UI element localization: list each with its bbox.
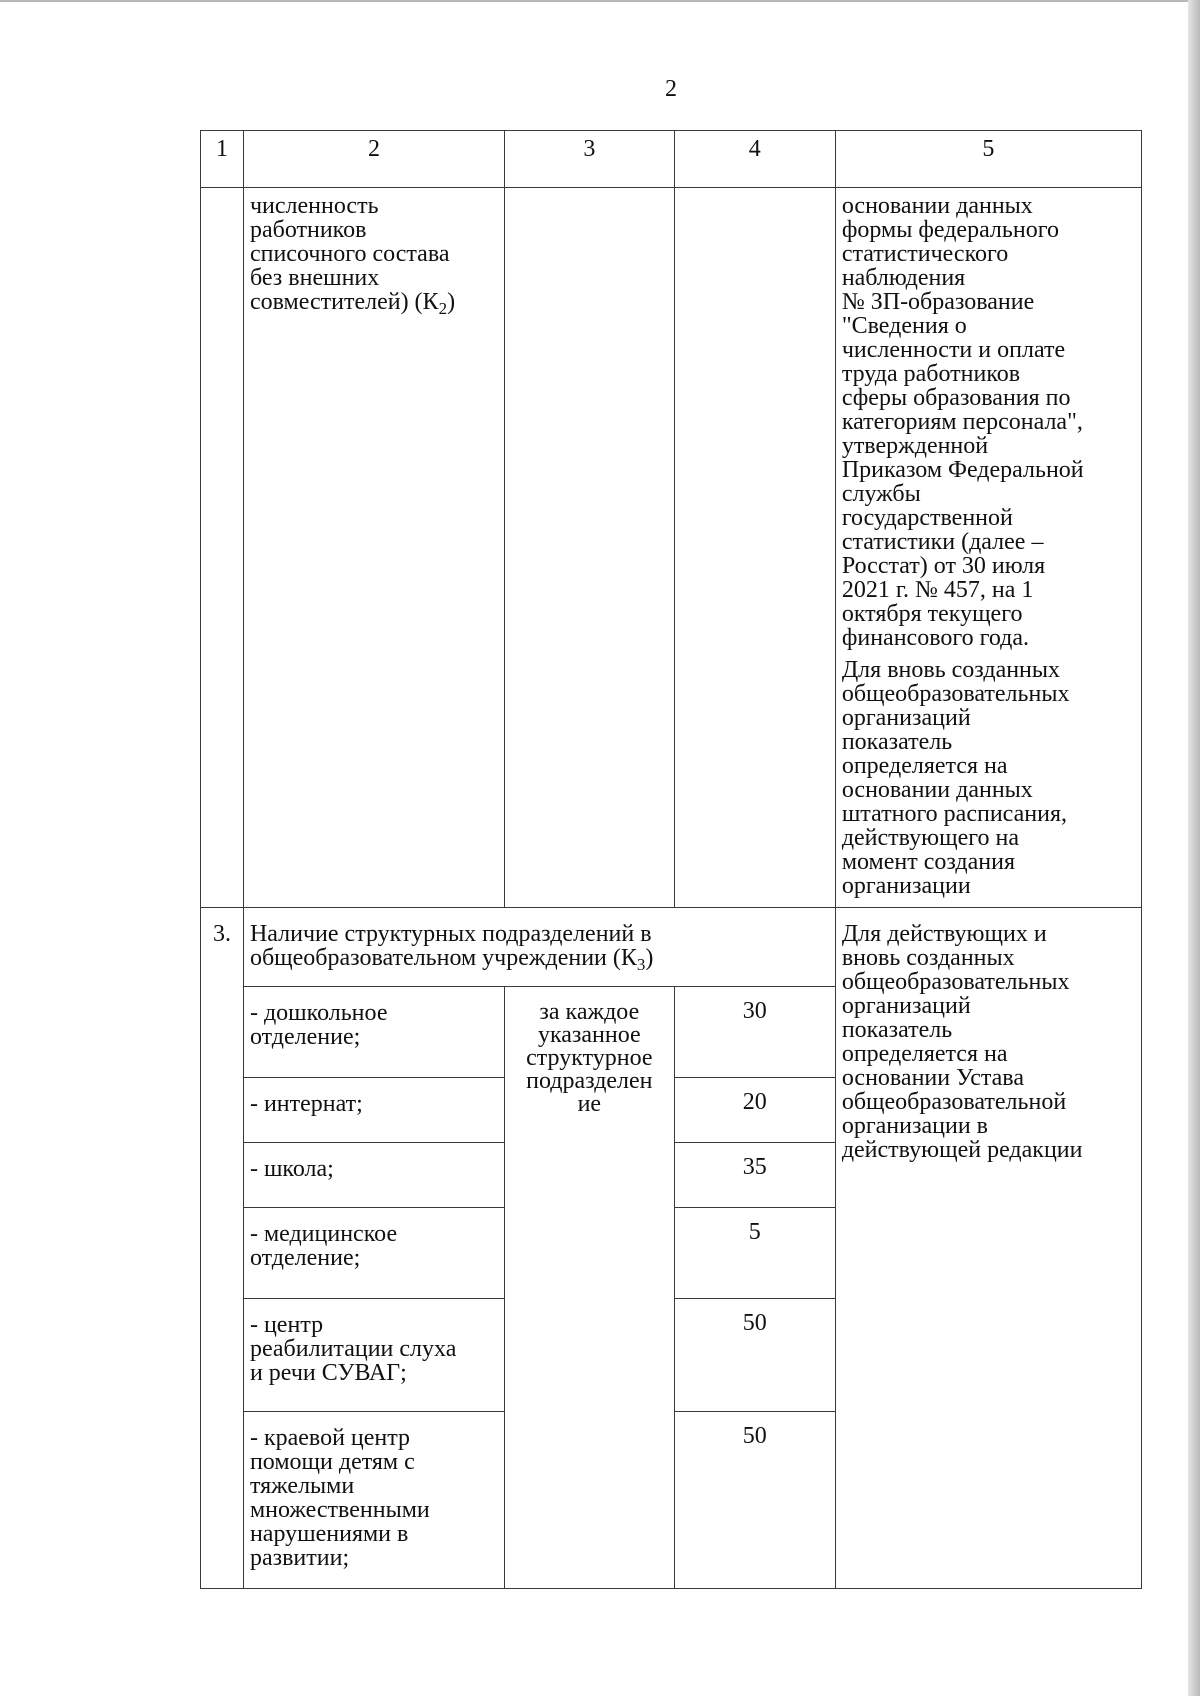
cont-note-paragraph-2: Для вновь созданных общеобразовательных организаций показатель определяется на основании данных штатного расписания, действующего на момент создания организации — [841, 657, 1070, 899]
section-3-unit — [504, 987, 674, 1589]
item-label-text: - школа; — [249, 1156, 334, 1182]
item-label — [243, 1208, 504, 1299]
cont-note-paragraph-1: основании данных формы федерального статистического наблюдения № ЗП-образование "Сведения о численности и оплате труда работников сферы образования по категориям персонала", утвержденной Приказом Федеральной службы государственной статистики (далее – Росстат) от 30 июля 2021 г. № 457, на 1 октября текущего финансового года. — [841, 193, 1084, 651]
page-edge-shadow — [1188, 0, 1200, 1696]
section-3-note — [835, 908, 1141, 1589]
section-3-number: 3. — [201, 908, 244, 1589]
item-label-text: - краевой центр помощи детям с тяжелыми множественными нарушениями в развитии; — [249, 1425, 430, 1571]
cont-indicator-text: численность работников списочного состава без внешних совместителей) (К — [249, 193, 450, 315]
item-value: 20 — [674, 1078, 835, 1143]
section-3-title-end: ) — [645, 945, 654, 971]
item-label-text: - центр реабилитации слуха и речи СУВАГ; — [249, 1312, 457, 1386]
cont-col-2 — [243, 188, 504, 908]
cont-indicator-end: ) — [447, 289, 456, 315]
criteria-table — [200, 130, 1142, 1589]
item-label — [243, 1299, 504, 1412]
item-value: 5 — [674, 1208, 835, 1299]
item-label — [243, 1412, 504, 1589]
section-3-title-cell — [243, 908, 835, 987]
item-value: 50 — [674, 1299, 835, 1412]
header-col-2: 2 — [243, 131, 504, 188]
table-row-continuation — [201, 188, 1142, 908]
header-col-3: 3 — [504, 131, 674, 188]
item-value: 35 — [674, 1143, 835, 1208]
section-3-unit-text: за каждое указанное структурное подразделен ие — [526, 999, 653, 1117]
item-label-text: - интернат; — [249, 1091, 363, 1117]
table-header-row — [201, 131, 1142, 188]
header-col-1: 1 — [201, 131, 244, 188]
cont-col-1 — [201, 188, 244, 908]
cont-indicator-subscript: 2 — [438, 299, 448, 318]
item-label — [243, 987, 504, 1078]
page-number: 2 — [665, 76, 677, 102]
item-label — [243, 1143, 504, 1208]
item-value: 50 — [674, 1412, 835, 1589]
item-label-text: - дошкольное отделение; — [249, 1000, 388, 1050]
header-col-5: 5 — [835, 131, 1141, 188]
item-label — [243, 1078, 504, 1143]
item-label-text: - медицинское отделение; — [249, 1221, 398, 1271]
section-3-note-text: Для действующих и вновь созданных общеобразовательных организаций показатель определяется на основании Устава общеобразовательной организации в действующей редакции — [841, 921, 1083, 1163]
cont-col-3 — [504, 188, 674, 908]
section-3-title: Наличие структурных подразделений в общеобразовательном учреждении (К — [249, 921, 652, 971]
cont-col-5 — [835, 188, 1141, 908]
item-value: 30 — [674, 987, 835, 1078]
cont-col-4 — [674, 188, 835, 908]
header-col-4: 4 — [674, 131, 835, 188]
section-3-title-subscript: 3 — [636, 955, 646, 974]
section-3-title-row — [201, 908, 1142, 987]
